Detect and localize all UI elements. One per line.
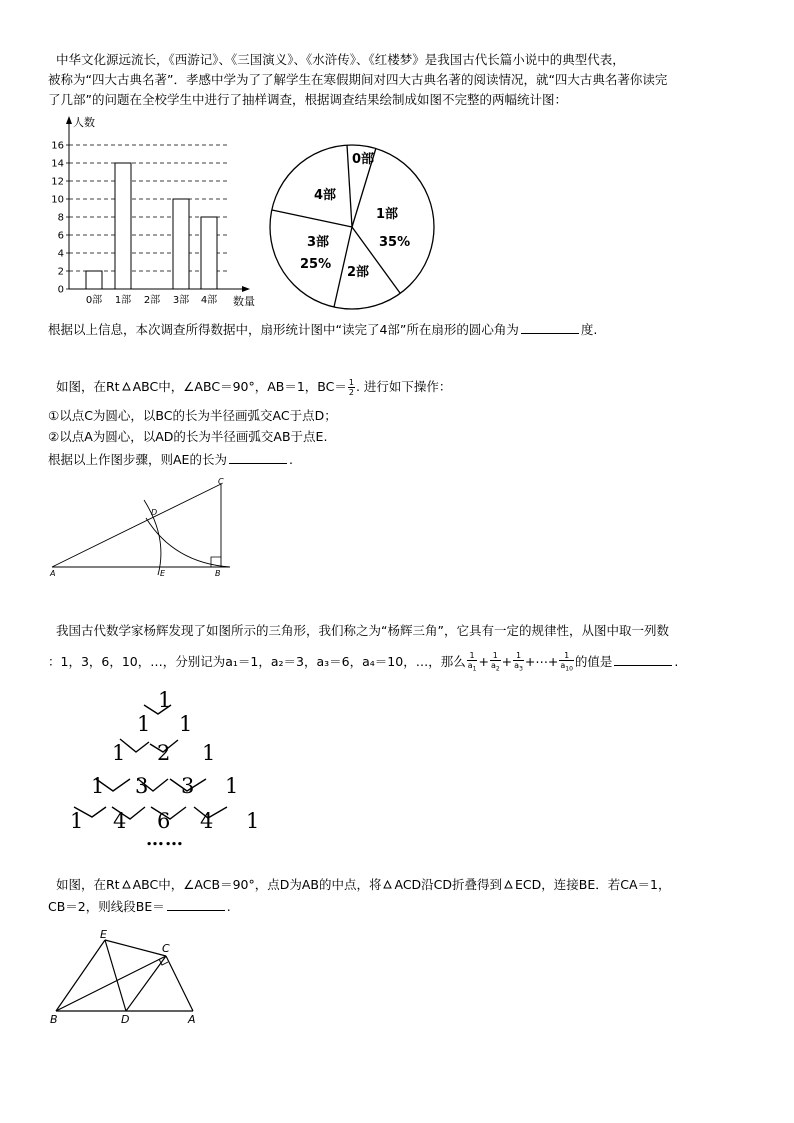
pie-chart [268, 138, 448, 313]
label-C: C [218, 478, 224, 486]
triangle-number: 3 [181, 774, 195, 798]
pie-label-0: 0部 [352, 152, 375, 167]
problem4-line1: 如图，在Rt ABC中，∠ACB＝90°，点D为AB的中点，将 ACD沿CD折叠得到 ECD，连接BE．若CA＝1， [56, 877, 671, 892]
label-E: E [100, 928, 107, 941]
triangle-number: 1 [112, 741, 126, 765]
label-E: E [160, 569, 166, 578]
y-tick-label: 16 [51, 140, 64, 152]
problem3-line2-a: ：1，3，6，10，…，分别记为a₁＝1，a₂＝3，a₃＝6，a₄＝10，…，那么 [48, 653, 466, 669]
label-C: C [162, 942, 170, 955]
fraction-term: $\frac{1}{a_3}$ [514, 651, 523, 673]
problem2-question: 根据以上作图步骤，则AE的长为 . [48, 452, 293, 467]
fraction-term: $\frac{1}{a_1}$ [467, 651, 477, 673]
y-tick-label: 12 [51, 176, 64, 188]
fraction-term: $\frac{1}{a_2}$ [490, 651, 500, 673]
pie-pct-3: 25% [300, 257, 332, 272]
label-B: B [50, 1013, 58, 1026]
problem2-intro [56, 377, 451, 397]
segment-DC [126, 956, 166, 1011]
triangle-number: 3 [135, 774, 149, 798]
problem2-step1: ①以点C为圆心，以BC的长为半径画弧交AC于点D； [48, 408, 337, 423]
answer-blank [521, 321, 579, 334]
label-A: A [50, 569, 56, 578]
pie-label-4: 4部 [314, 188, 337, 203]
problem2-step2: ②以点A为圆心，以AD的长为半径画弧交AB于点E. [48, 429, 328, 444]
problem3-line1: 我国古代数学家杨辉发现了如图所示的三角形，我们称之为“杨辉三角”，它具有一定的规律性，从图中取一列数 [56, 623, 669, 638]
triangle-number: 1 [137, 712, 151, 736]
segment-CA [166, 956, 193, 1011]
y-tick-label: 6 [57, 230, 64, 242]
answer-blank [614, 653, 672, 666]
triangle-ellipsis: …… [146, 829, 184, 850]
x-axis-label: 数量 [233, 295, 255, 308]
pie-pct-1: 35% [379, 235, 411, 250]
segment-ED [105, 940, 126, 1011]
problem1-line1: 中华文化源远流长，《西游记》、《三国演义》、《水浒传》、《红楼梦》是我国古代长篇小说中的典型代表， [56, 52, 625, 67]
problem3-line2: ：1，3，6，10，…，分别记为a₁＝1，a₂＝3，a₃＝6，a₄＝10，…，那么 $\frac{1}{a_1}$ + $\frac{1}{a_2}$ + $\frac{1}{a_3}$ +⋯+ $\frac{1}{a_{10}}$ 的值是 . [48, 651, 679, 673]
y-tick-label: 8 [57, 212, 64, 224]
pie-label-3: 3部 [307, 235, 330, 250]
triangle-number: 1 [225, 774, 239, 798]
pie-label-2: 2部 [347, 265, 370, 280]
y-axis-arrow [66, 116, 72, 124]
fraction-half: $\frac{1}{2}$ [348, 378, 354, 397]
bar-chart [50, 112, 265, 312]
problem4-line2: CB＝2，则线段BE＝ . [48, 899, 231, 914]
triangle-number: 1 [158, 688, 172, 712]
segment-BE [56, 940, 105, 1011]
triangle-number: 1 [91, 774, 105, 798]
y-tick-label: 2 [57, 266, 64, 278]
fraction-term: $\frac{1}{a_{10}}$ [560, 651, 573, 673]
problem1-line3: 了几部”的问题在全校学生中进行了抽样调查，根据调查结果绘制成如图不完整的两幅统计图： [48, 92, 567, 107]
answer-blank [167, 898, 225, 911]
triangle-number: 1 [70, 809, 84, 833]
yanghui-triangle [60, 690, 290, 855]
triangle-number: 4 [200, 809, 214, 833]
triangle-number: 2 [157, 741, 171, 765]
triangle-number: 4 [113, 809, 127, 833]
problem2-intro-c: . 进行如下操作： [355, 379, 452, 394]
label-D: D [151, 508, 158, 517]
triangle-icon [504, 880, 513, 889]
y-axis-label: 人数 [73, 116, 95, 129]
triangle-number: 1 [246, 809, 260, 833]
problem1-question-text: 根据以上信息，本次调查所得数据中，扇形统计图中“读完了4部”所在扇形的圆心角为 [48, 322, 519, 337]
segment-BC [56, 956, 166, 1011]
label-B: B [215, 569, 221, 578]
bar-4部 [201, 217, 217, 289]
triangle-number: 1 [202, 741, 216, 765]
problem4-figure [46, 928, 206, 1028]
problem2-figure [46, 478, 246, 578]
pie-label-1: 1部 [376, 207, 399, 222]
bar-0部 [86, 271, 102, 289]
y-tick-label: 10 [51, 194, 64, 206]
segment-AC [52, 484, 221, 567]
problem1-question [48, 320, 597, 340]
category-label: 4部 [200, 295, 218, 306]
triangle-icon [122, 382, 131, 391]
problem2-question-text: 根据以上作图步骤，则AE的长为 [48, 452, 227, 467]
problem3-line2-b: 的值是 [574, 653, 613, 669]
category-label: 1部 [114, 295, 132, 306]
category-label: 0部 [85, 295, 103, 306]
problem1-question-unit: 度. [580, 322, 598, 337]
y-tick-label: 0 [57, 284, 64, 296]
y-tick-label: 14 [51, 158, 64, 170]
problem2-intro-a: 如图，在Rt [56, 379, 120, 394]
label-D: D [121, 1013, 130, 1026]
arc-from-C [146, 518, 230, 567]
triangle-icon [122, 880, 131, 889]
category-label: 2部 [143, 295, 161, 306]
triangle-icon [383, 880, 392, 889]
label-A: A [188, 1013, 196, 1026]
problem1-line2: 被称为“四大古典名著”．孝感中学为了了解学生在寒假期间对四大古典名著的阅读情况，就“四大古典名著你读完 [48, 72, 668, 87]
answer-blank [229, 451, 287, 464]
x-axis-arrow [242, 286, 250, 292]
triangle-number: 1 [179, 712, 193, 736]
y-tick-label: 4 [57, 248, 64, 260]
segment-EC [105, 940, 166, 956]
problem2-intro-b: ABC中，∠ABC＝90°，AB＝1，BC＝ [132, 379, 347, 394]
bar-3部 [173, 199, 189, 289]
category-label: 3部 [172, 295, 190, 306]
triangle-number: 6 [157, 809, 171, 833]
bar-1部 [115, 163, 131, 289]
